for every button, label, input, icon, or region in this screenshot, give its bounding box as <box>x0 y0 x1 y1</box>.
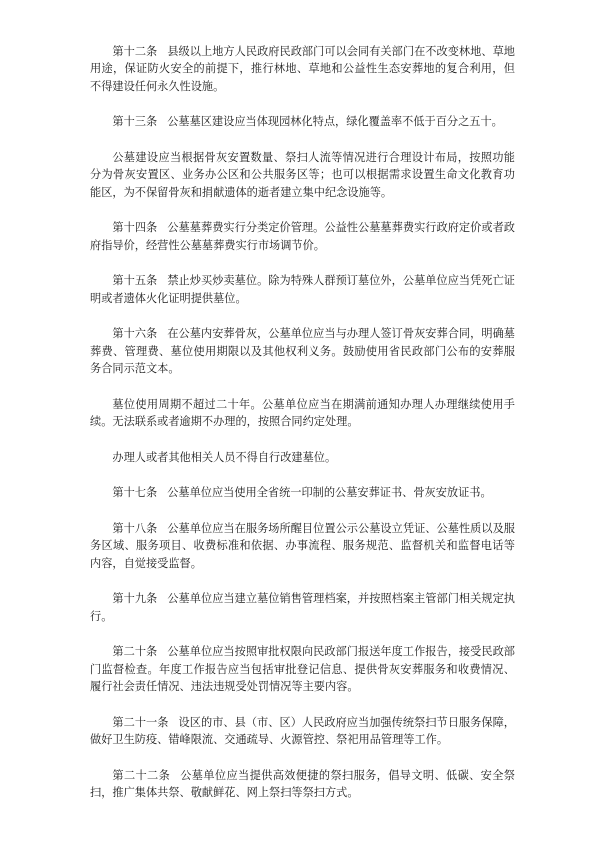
article-13-para-2 <box>90 149 515 201</box>
paragraph-text: 办理人或者其他相关人员不得自行改建墓位。 <box>112 450 337 464</box>
article-number: 第二十条 <box>112 645 158 659</box>
article-12 <box>90 43 515 95</box>
article-text: 公墓单位应当提供高效便捷的祭扫服务，倡导文明、低碳、安全祭扫，推广集体共祭、敬献鲜花、网上祭扫等祭扫方式。 <box>90 768 515 800</box>
article-21 <box>90 714 515 749</box>
article-number: 第十四条 <box>112 221 158 235</box>
article-22 <box>90 767 515 802</box>
paragraph-text: 公墓建设应当根据骨灰安置数量、祭扫人流等情况进行合理设计布局，按照功能分为骨灰安置区、业务办公区和公共服务区等；也可以根据需求设置生命文化教育功能区，为不保留骨灰和捐献遗体的逝者建立集中纪念设施等。 <box>90 151 515 199</box>
article-text: 设区的市、县（市、区）人民政府应当加强传统祭扫节日服务保障，做好卫生防疫、错峰限流、交通疏导、火源管控、祭祀用品管理等工作。 <box>90 715 515 747</box>
article-text: 公墓单位应当按照审批权限向民政部门报送年度工作报告，接受民政部门监督检查。年度工作报告应当包括审批登记信息、提供骨灰安葬服务和收费情况、履行社会责任情况、违法违规受处罚情况等主要内容。 <box>90 645 515 694</box>
article-text: 公墓单位应当使用全省统一印制的公墓安葬证书、骨灰安放证书。 <box>167 486 492 500</box>
article-16 <box>90 325 515 377</box>
paragraph-text: 墓位使用周期不超过二十年。公墓单位应当在期满前通知办理人办理继续使用手续。无法联系或者逾期不办理的，按照合同约定处理。 <box>90 397 515 429</box>
document-body <box>90 43 515 802</box>
article-13 <box>90 113 515 130</box>
article-text: 公墓单位应当建立墓位销售管理档案，并按照档案主管部门相关规定执行。 <box>90 592 515 623</box>
article-number: 第十七条 <box>112 486 158 500</box>
article-text: 公墓墓区建设应当体现园林化特点，绿化覆盖率不低于百分之五十。 <box>167 115 503 129</box>
article-text: 县级以上地方人民政府民政部门可以会同有关部门在不改变林地、草地用途，保证防火安全的前提下，推行林地、草地和公益性生态安葬地的复合利用，但不得建设任何永久性设施。 <box>90 45 515 93</box>
article-number: 第二十一条 <box>112 715 169 729</box>
article-number: 第二十二条 <box>112 768 171 782</box>
article-16-para-2 <box>90 396 515 431</box>
article-14 <box>90 219 515 254</box>
article-16-para-3 <box>90 449 515 466</box>
article-number: 第十五条 <box>112 274 158 288</box>
article-number: 第十八条 <box>112 522 158 535</box>
article-text: 公墓单位应当在服务场所醒目位置公示公墓设立凭证、公墓性质以及服务区域、服务项目、收费标准和依据、办事流程、服务规范、监督机关和监督电话等内容，自觉接受监督。 <box>90 522 515 570</box>
article-15 <box>90 272 515 307</box>
article-number: 第十九条 <box>112 592 158 606</box>
article-number: 第十三条 <box>112 115 158 129</box>
article-18 <box>90 520 515 572</box>
article-text: 在公墓内安葬骨灰，公墓单位应当与办理人签订骨灰安葬合同，明确墓葬费、管理费、墓位使用期限以及其他权利义务。鼓励使用省民政部门公布的安葬服务合同示范文本。 <box>90 327 515 376</box>
article-text: 禁止炒买炒卖墓位。除为特殊人群预订墓位外，公墓单位应当凭死亡证明或者遗体火化证明提供墓位。 <box>90 274 515 305</box>
article-17 <box>90 484 515 501</box>
article-text: 公墓墓葬费实行分类定价管理。公益性公墓墓葬费实行政府定价或者政府指导价，经营性公墓墓葬费实行市场调节价。 <box>90 221 515 252</box>
article-number: 第十二条 <box>112 45 158 58</box>
article-number: 第十六条 <box>112 327 158 341</box>
article-19 <box>90 590 515 625</box>
article-20 <box>90 643 515 695</box>
